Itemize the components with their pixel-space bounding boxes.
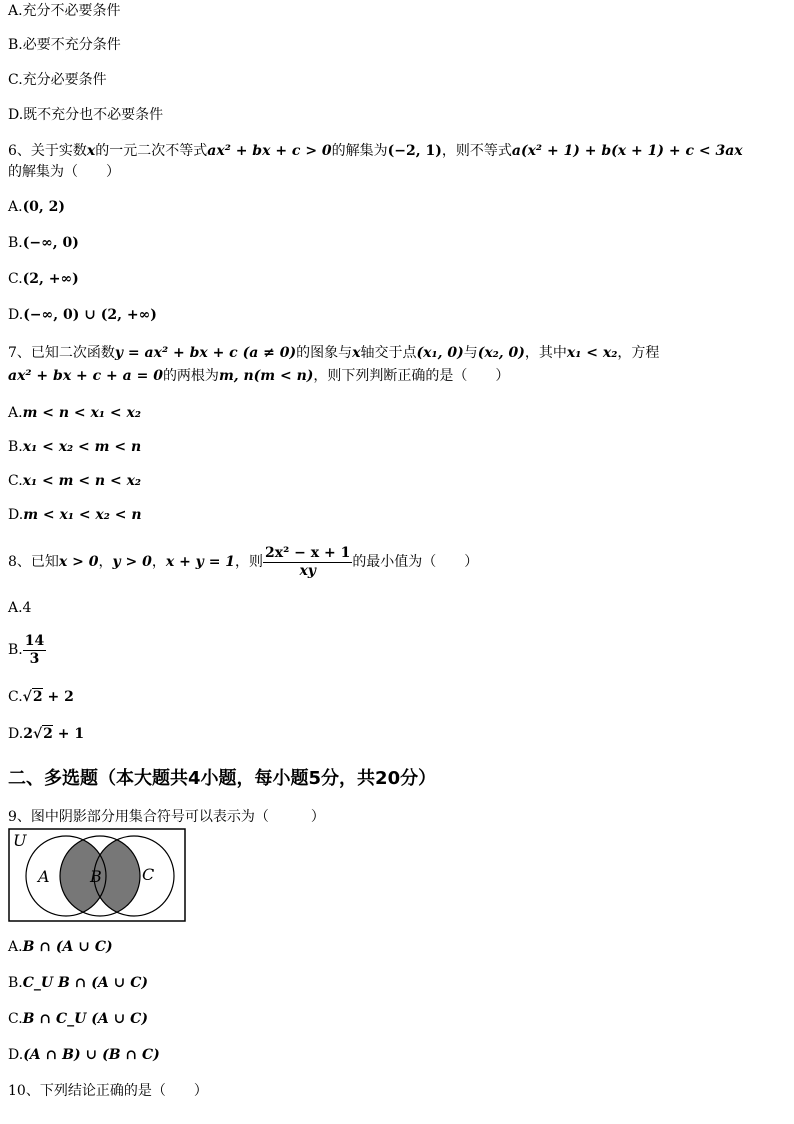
text: 轴交于点 xyxy=(360,345,417,361)
fraction xyxy=(23,633,46,668)
fraction-numerator: 14 xyxy=(24,632,45,649)
fraction-numerator: 2x² − x + 1 xyxy=(265,544,351,561)
sqrt-symbol: √ xyxy=(32,726,43,742)
math: y > 0 xyxy=(112,554,152,570)
q9-option-d xyxy=(8,1046,160,1064)
math: m < n < x₁ < x₂ xyxy=(22,405,141,421)
fraction-denominator: 3 xyxy=(29,650,40,667)
text: ，方程 xyxy=(617,345,660,361)
math: B ∩ C_U (A ∪ C) xyxy=(22,1011,148,1027)
math: (−2, 1) xyxy=(387,143,442,159)
text: 与 xyxy=(463,345,478,361)
text: 的一元二次不等式 xyxy=(95,143,208,159)
math: x xyxy=(86,143,96,159)
math: x xyxy=(352,345,361,361)
sqrt-symbol: √ xyxy=(22,689,32,705)
q9-stem: 9、图中阴影部分用集合符号可以表示为（ ） xyxy=(8,809,325,825)
q5-option-c: C.充分必要条件 xyxy=(8,72,107,88)
q9-option-a xyxy=(8,938,113,956)
q8-option-b xyxy=(8,632,46,668)
text: ，则 xyxy=(235,554,264,570)
fraction xyxy=(263,545,352,580)
option-label: B. xyxy=(8,975,23,991)
q7-option-b xyxy=(8,438,141,456)
section-heading: 二、多选题（本大题共4小题，每小题5分，共20分） xyxy=(8,768,437,789)
q9-option-c xyxy=(8,1010,148,1028)
q5-option-b: B.必要不充分条件 xyxy=(8,37,121,53)
option-label: C. xyxy=(8,271,23,287)
q5-option-d: D.既不充分也不必要条件 xyxy=(8,107,164,123)
math: a(x² + 1) + b(x + 1) + c < 3ax xyxy=(511,143,743,159)
q7-option-d xyxy=(8,506,142,524)
text: 6、关于实数 xyxy=(8,143,87,159)
q5-option-a: A.充分不必要条件 xyxy=(8,3,121,19)
q8-stem xyxy=(8,544,478,580)
math: x > 0 xyxy=(58,554,99,570)
option-label: A. xyxy=(8,199,23,215)
q6-option-c xyxy=(8,270,79,288)
radicand: 2 xyxy=(32,689,43,705)
math: + 1 xyxy=(52,726,85,742)
math: y = ax² + bx + c (a ≠ 0) xyxy=(114,345,297,361)
option-label: C. xyxy=(8,473,23,489)
sqrt xyxy=(42,725,53,743)
math: x + y = 1 xyxy=(165,554,236,570)
q6-stem-line1 xyxy=(8,142,743,160)
option-label: A. xyxy=(8,405,23,421)
radicand: 2 xyxy=(43,726,53,742)
q6-option-a xyxy=(8,198,65,216)
option-label: D. xyxy=(8,726,24,742)
math: (x₁, 0) xyxy=(416,345,464,361)
label-b: B xyxy=(90,867,102,886)
venn-diagram xyxy=(8,828,188,924)
q7-option-a xyxy=(8,404,141,422)
math: (A ∩ B) ∪ (B ∩ C) xyxy=(23,1047,160,1063)
option-label: D. xyxy=(8,307,24,323)
text: ，其中 xyxy=(524,345,567,361)
math: (−∞, 0) ∪ (2, +∞) xyxy=(23,307,157,323)
label-u: U xyxy=(13,831,27,850)
math: ax² + bx + c + a = 0 xyxy=(8,368,163,384)
text: 的最小值为（ ） xyxy=(352,554,479,570)
text: 的图象与 xyxy=(296,345,353,361)
math: m, n(m < n) xyxy=(218,368,314,384)
fraction-denominator: xy xyxy=(299,562,316,579)
q8-option-d xyxy=(8,725,84,743)
math: ax² + bx + c > 0 xyxy=(207,143,332,159)
option-label: C. xyxy=(8,689,23,705)
math: x₁ < x₂ xyxy=(566,345,618,361)
label-c: C xyxy=(142,865,155,884)
q9-option-b xyxy=(8,974,148,992)
q8-option-a: A.4 xyxy=(8,600,32,616)
q6-option-d xyxy=(8,306,157,324)
math: C_U B ∩ (A ∪ C) xyxy=(22,975,149,991)
option-label: D. xyxy=(8,1047,24,1063)
text: 8、已知 xyxy=(8,554,59,570)
math: (−∞, 0) xyxy=(22,235,79,251)
text: ，则下列判断正确的是（ ） xyxy=(313,368,510,384)
option-label: C. xyxy=(8,1011,23,1027)
math: (0, 2) xyxy=(22,199,66,215)
text: ， xyxy=(151,554,166,570)
q7-stem-line2 xyxy=(8,367,509,385)
text: 的两根为 xyxy=(162,368,219,384)
option-label: B. xyxy=(8,642,23,658)
math: + 2 xyxy=(42,689,74,705)
label-a: A xyxy=(38,867,50,886)
option-label: B. xyxy=(8,439,23,455)
math: x₁ < m < n < x₂ xyxy=(22,473,142,489)
q7-stem-line1 xyxy=(8,344,659,362)
option-label: B. xyxy=(8,235,23,251)
option-label: D. xyxy=(8,507,24,523)
text: ， xyxy=(98,554,113,570)
text: ，则不等式 xyxy=(441,143,512,159)
q6-stem-line2: 的解集为（ ） xyxy=(8,164,120,180)
q10-stem: 10、下列结论正确的是（ ） xyxy=(8,1083,208,1099)
math: B ∩ (A ∪ C) xyxy=(22,939,113,955)
math: x₁ < x₂ < m < n xyxy=(22,439,142,455)
q7-option-c xyxy=(8,472,141,490)
q8-option-c xyxy=(8,688,74,706)
math: 2 xyxy=(23,726,33,742)
math: (x₂, 0) xyxy=(477,345,525,361)
math: (2, +∞) xyxy=(22,271,79,287)
text: 7、已知二次函数 xyxy=(8,345,115,361)
sqrt xyxy=(32,688,43,706)
text: 的解集为 xyxy=(331,143,388,159)
math: m < x₁ < x₂ < n xyxy=(23,507,142,523)
option-label: A. xyxy=(8,939,23,955)
q6-option-b xyxy=(8,234,79,252)
